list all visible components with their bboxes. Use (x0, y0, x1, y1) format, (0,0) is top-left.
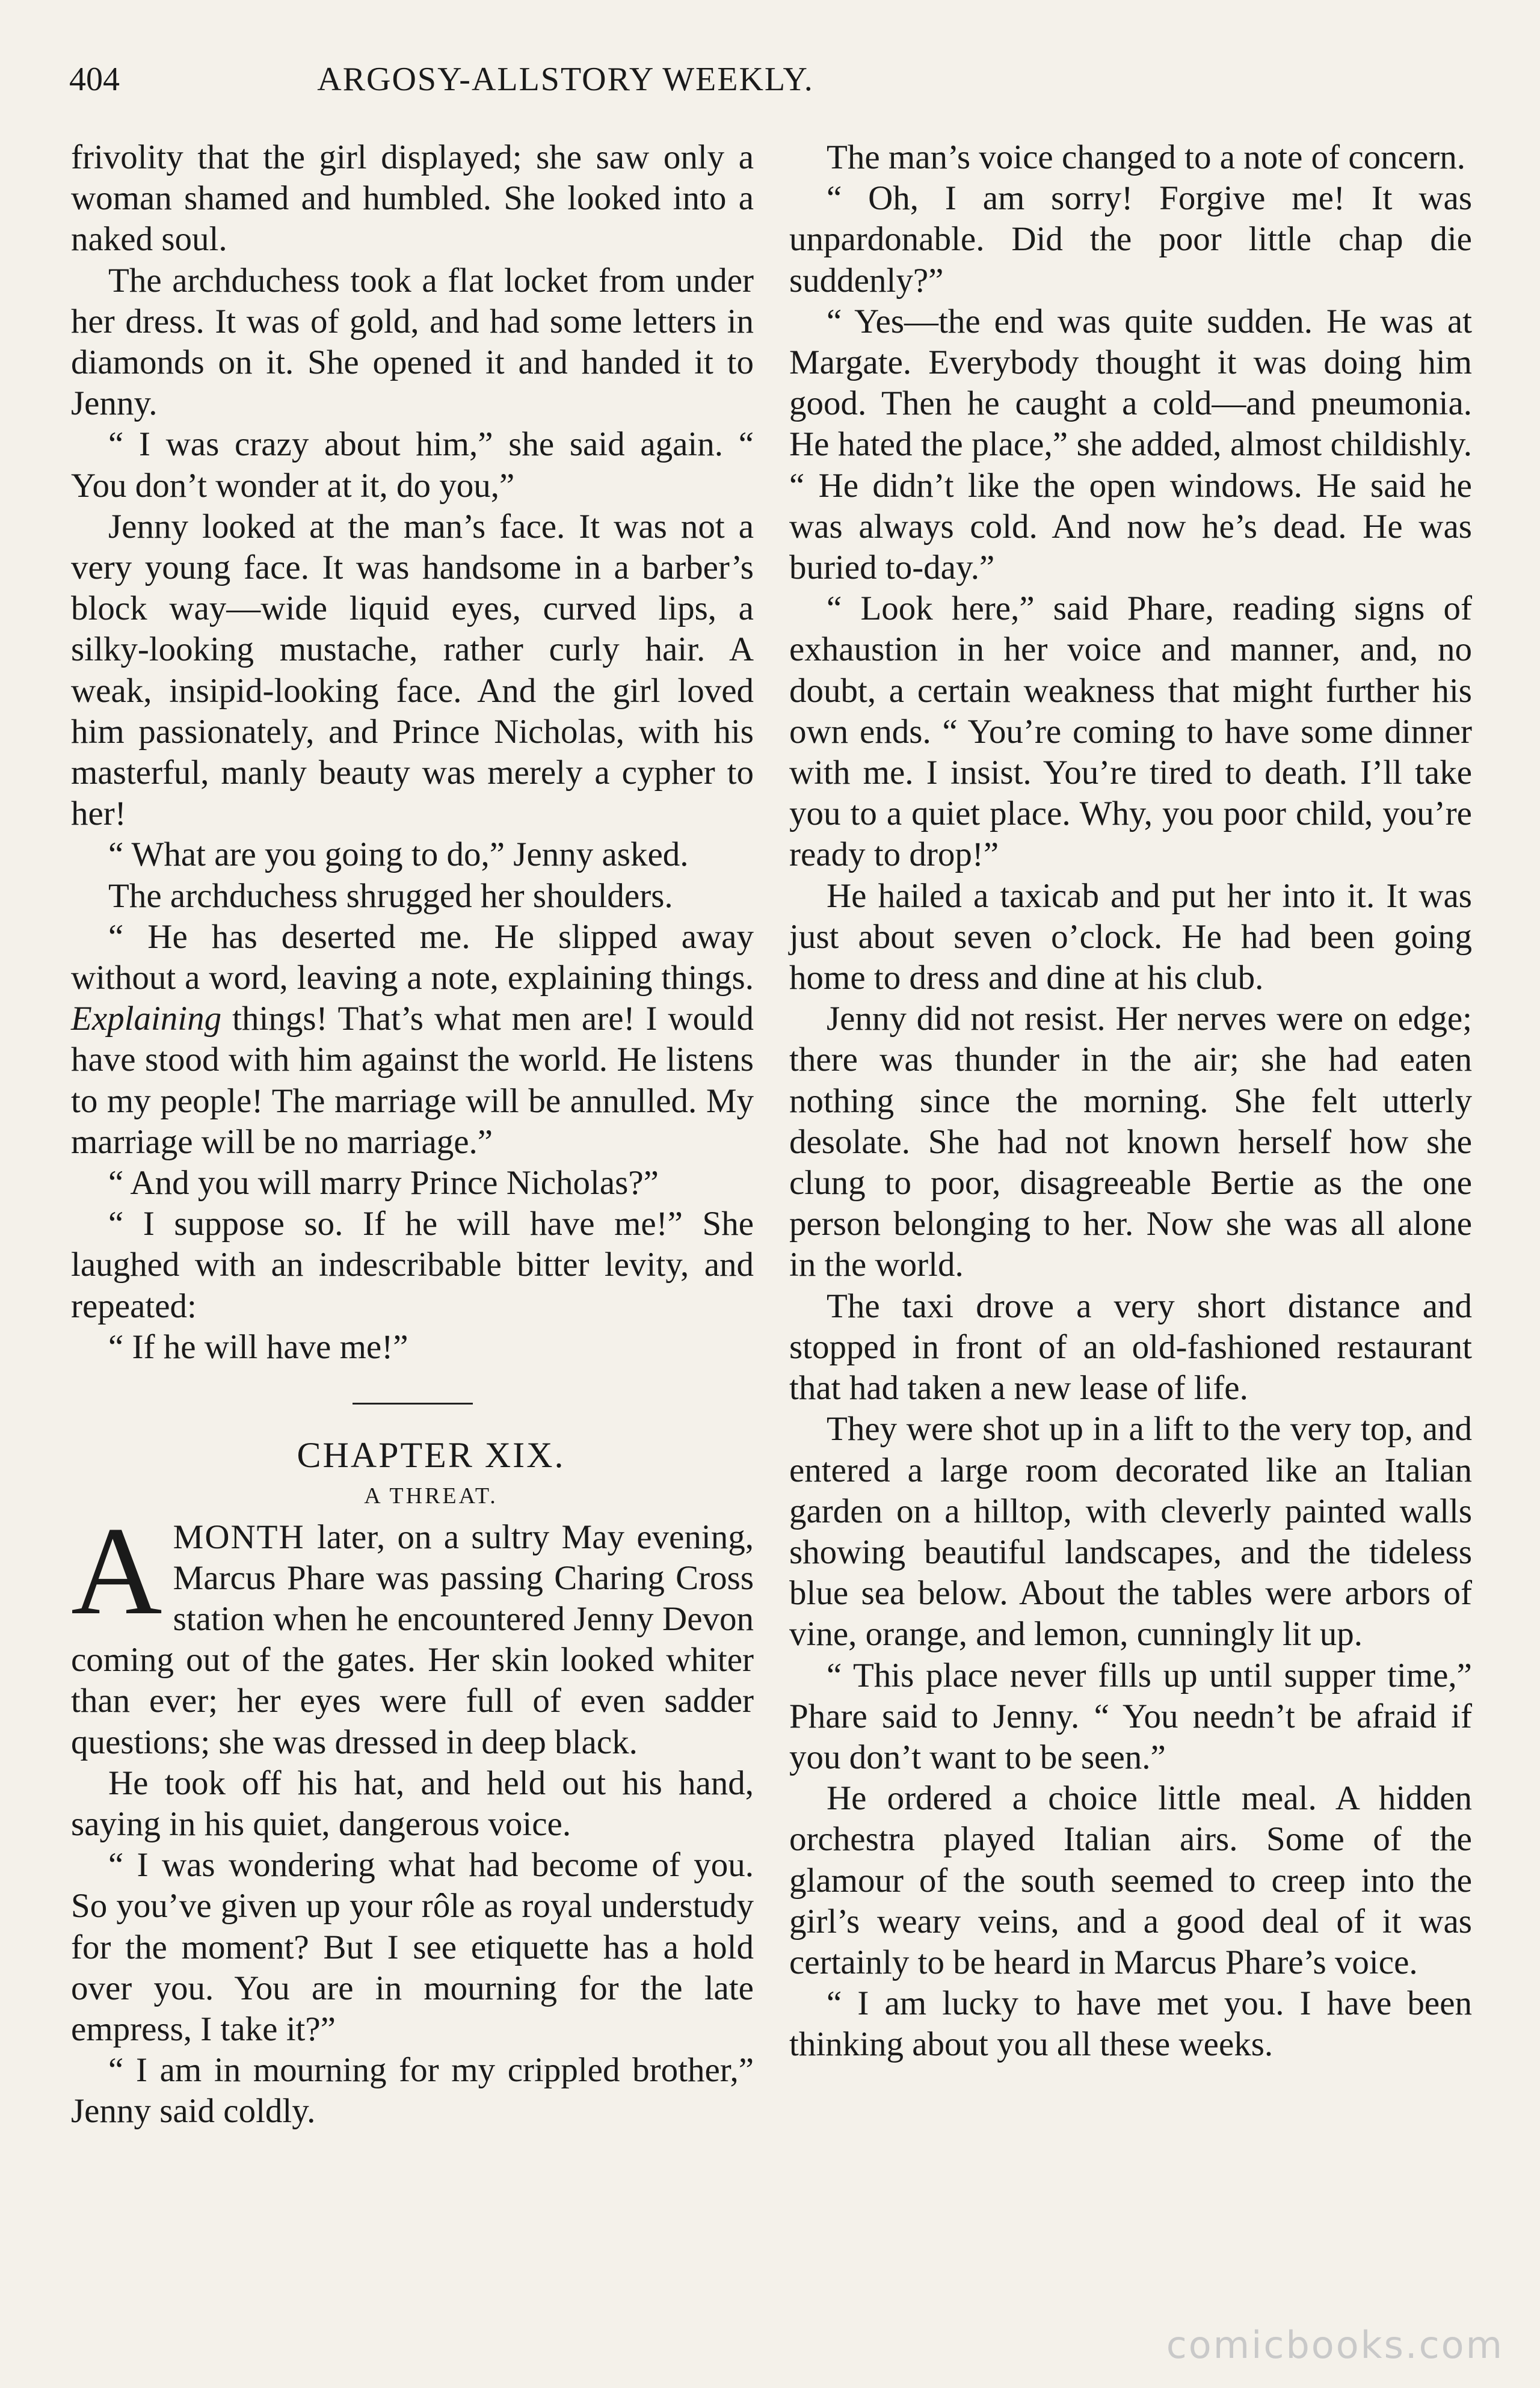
text-run: things! That’s what men are! I would have stood with him against the world. He listens to my people! The marriage will be annulled. My marriage will be no marriage.” (71, 1000, 754, 1161)
paragraph: Jenny did not resist. Her nerves were on edge; there was thunder in the air; she had eaten nothing since the morning. She felt utterly desolate. She had not known herself how she clung to poor, disagreeable Bertie as the one person belonging to her. Now she was all alone in the world. (789, 1000, 1472, 1284)
paragraph: He ordered a choice little meal. A hidden orchestra played Italian airs. Some of the glamour of the south seemed to creep into the girl’s weary veins, and a good deal of it was certainly to be heard in Marcus Phare’s voice. (789, 1779, 1472, 1981)
small-caps-run: MONTH (173, 1518, 305, 1556)
section-divider (353, 1403, 473, 1405)
running-title: ARGOSY-ALLSTORY WEEKLY. (317, 61, 814, 98)
drop-cap: A (71, 1501, 162, 1641)
paragraph: They were shot up in a lift to the very top, and entered a large room decorated like an Italian garden on a hilltop, with cleverly painted walls showing beautiful landscapes, and the tideless blue sea below. About the tables were arbors of vine, orange, and lemon, cunningly lit up. (789, 1410, 1472, 1654)
emphasis: Explaining (71, 1000, 222, 1038)
paragraph: “ I suppose so. If he will have me!” She laughed with an indescribable bitter levity, and repeated: (71, 1205, 754, 1325)
left-column (71, 137, 754, 2132)
paragraph: Jenny looked at the man’s face. It was not a very young face. It was handsome in a barber’s block way—wide liquid eyes, curved lips, a silky-looking mustache, rather curly hair. A weak, insipid-looking face. And the girl loved him passionately, and Prince Nicholas, with his masterful, manly beauty was merely a cypher to her! (71, 507, 754, 833)
paragraph: “ Yes—the end was quite sudden. He was at Margate. Everybody thought it was doing him good. Then he caught a cold—and pneumonia. He hated the place,” she added, almost childishly. “ He didn’t like the open windows. He said he was always cold. And now he’s dead. He was buried to-day.” (789, 302, 1472, 587)
chapter-heading: CHAPTER XIX. (297, 1435, 565, 1476)
paragraph: “ I am in mourning for my crippled brother,” Jenny said coldly. (71, 2051, 754, 2131)
paragraph: The taxi drove a very short distance and stopped in front of an old-fashioned restaurant that had taken a new lease of life. (789, 1287, 1472, 1408)
paragraph: “ I was wondering what had become of you. So you’ve given up your rôle as royal understudy for the moment? But I see etiquette has a hold over you. You are in mourning for the late empress, I take it?” (71, 1846, 754, 2048)
paragraph: He took off his hat, and held out his hand, saying in his quiet, dangerous voice. (71, 1764, 754, 1843)
chapter-subtitle: A THREAT. (364, 1483, 498, 1509)
paragraph: “ And you will marry Prince Nicholas?” (108, 1164, 659, 1202)
paragraph (71, 917, 754, 1163)
paragraph: The archduchess took a flat locket from under her dress. It was of gold, and had some letters in diamonds on it. She opened it and handed it to Jenny. (71, 261, 754, 423)
paragraph: frivolity that the girl displayed; she saw only a woman shamed and humbled. She looked into a naked soul. (71, 138, 754, 259)
paragraph (71, 1501, 754, 1763)
paragraph: “ Look here,” said Phare, reading signs of exhaustion in her voice and manner, and, no doubt, a certain weakness that might further his own ends. “ You’re coming to have some dinner with me. I insist. You’re tired to death. I’ll take you to a quiet place. Why, you poor child, you’re ready to drop!” (789, 589, 1472, 874)
right-column (789, 137, 1472, 2066)
paragraph: He hailed a taxicab and put her into it. It was just about seven o’clock. He had been going home to dress and dine at his club. (789, 876, 1472, 997)
paragraph: “ This place never fills up until supper time,” Phare said to Jenny. “ You needn’t be afraid if you don’t want to be seen.” (789, 1656, 1472, 1776)
paragraph: “ What are you going to do,” Jenny asked. (108, 835, 689, 874)
paragraph: The archduchess shrugged her shoulders. (108, 876, 673, 915)
paragraph: “ I was crazy about him,” she said again. “ You don’t wonder at it, do you,” (71, 425, 754, 505)
paragraph: “ I am lucky to have met you. I have been thinking about you all these weeks. (789, 1984, 1472, 2064)
text-run: later, on a sultry May evening, Marcus Phare was passing Charing Cross station when he encountered Jenny Devon coming out of the gates. Her skin looked whiter than ever; her eyes were full of even sadder questions; she was dressed in deep black. (71, 1518, 754, 1761)
paragraph: The man’s voice changed to a note of concern. (827, 138, 1465, 176)
paragraph: “ Oh, I am sorry! Forgive me! It was unpardonable. Did the poor little chap die suddenly?” (789, 179, 1472, 300)
paragraph: “ If he will have me!” (108, 1328, 408, 1366)
text-run: “ He has deserted me. He slipped away without a word, leaving a note, explaining things. (71, 917, 754, 997)
page-number: 404 (69, 61, 120, 98)
watermark: comicbooks.com (1166, 2323, 1504, 2367)
running-header (69, 60, 1062, 108)
